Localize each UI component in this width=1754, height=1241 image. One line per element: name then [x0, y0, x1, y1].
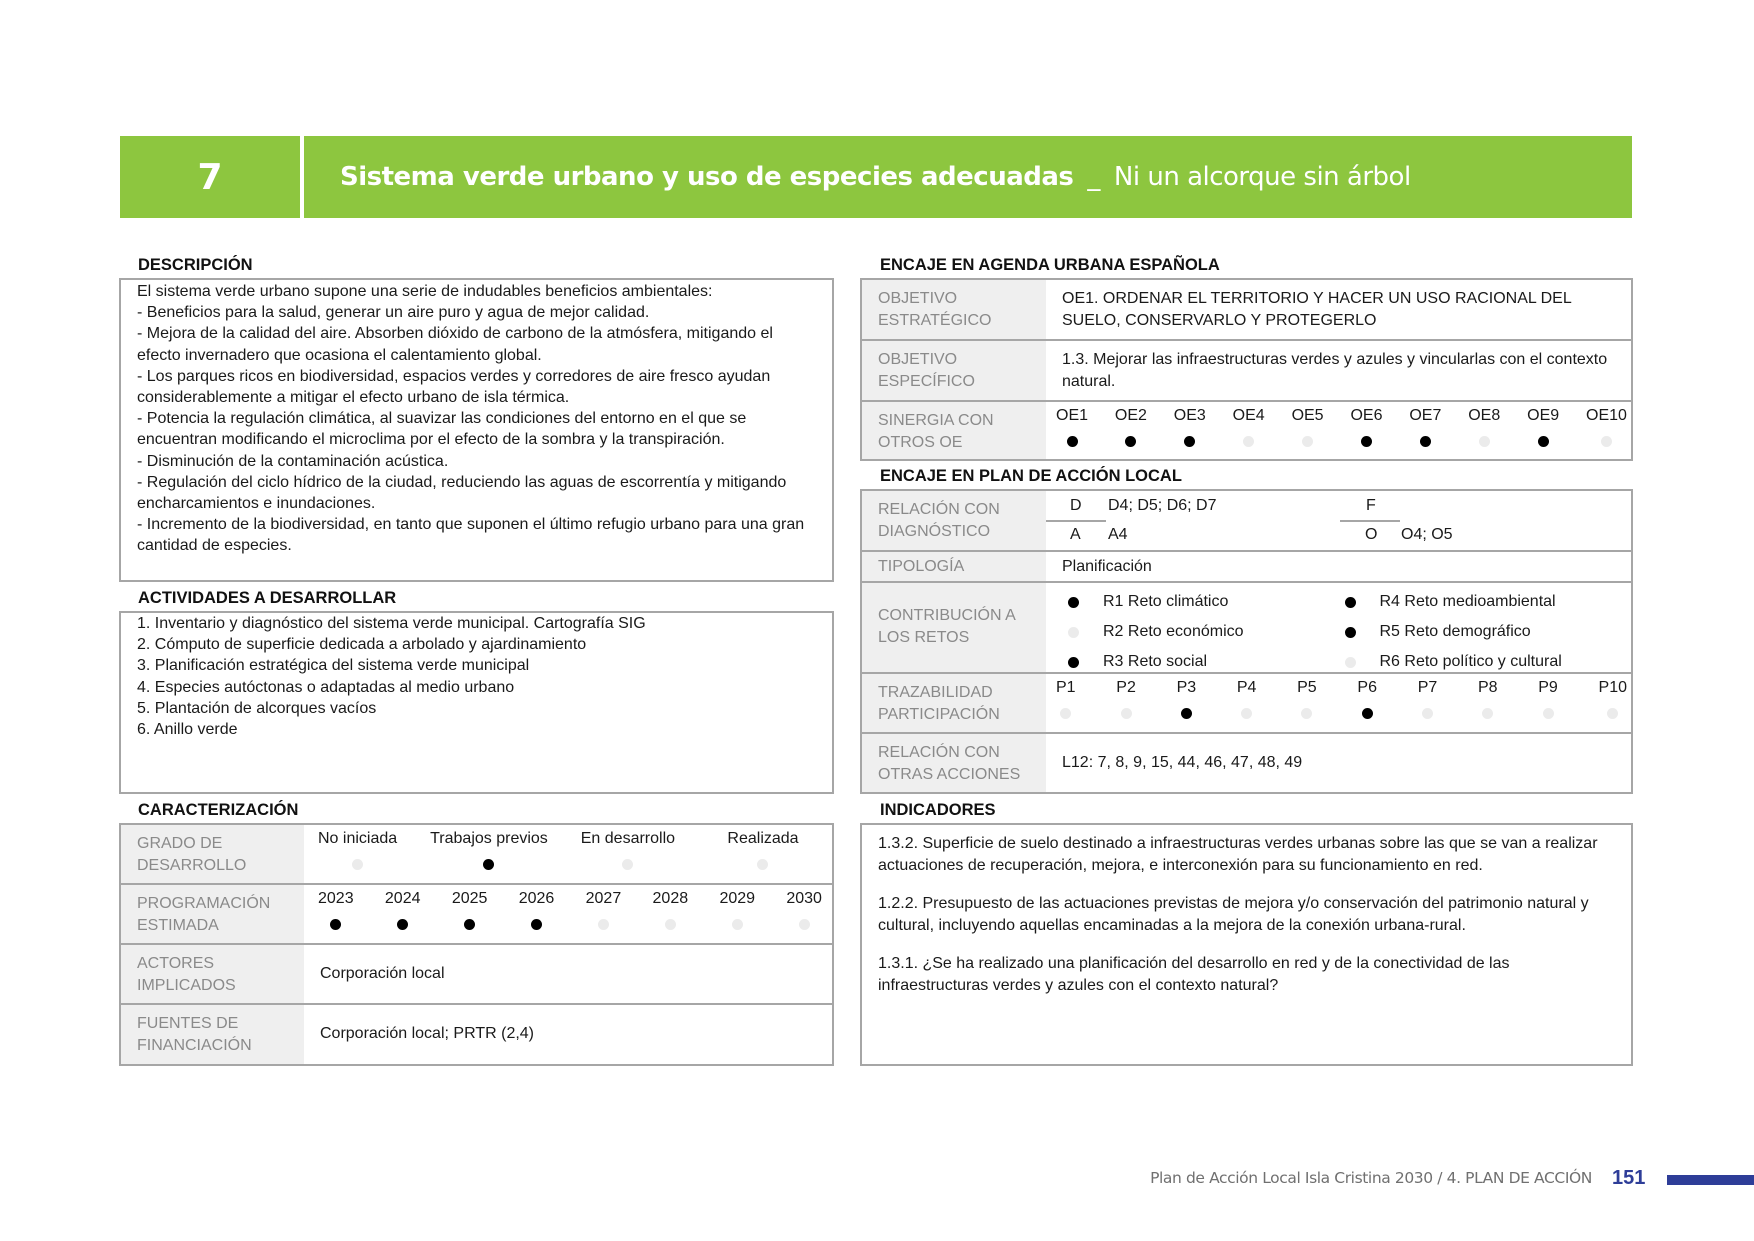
oe-item: OE3	[1174, 406, 1206, 459]
actividad-item: 3. Planificación estratégica del sistema verde municipal	[137, 657, 530, 675]
status-dot-icon	[799, 919, 810, 930]
diag-value-a: A4	[1108, 526, 1128, 543]
objetivo-estrategico-label: OBJETIVO ESTRATÉGICO	[862, 280, 1046, 339]
status-dot-icon	[1345, 627, 1356, 638]
year-item: 2028	[653, 889, 689, 943]
grado-option: En desarrollo	[581, 829, 675, 883]
p-item: P5	[1297, 678, 1317, 732]
status-dot-icon	[531, 919, 542, 930]
status-dot-icon	[1068, 597, 1079, 608]
status-dot-icon	[665, 919, 676, 930]
retos-grid	[1046, 583, 1631, 672]
objetivo-especifico-label: OBJETIVO ESPECÍFICO	[862, 341, 1046, 400]
descripcion-title: DESCRIPCIÓN	[138, 256, 253, 274]
status-dot-icon	[1601, 436, 1612, 447]
actores-row	[121, 945, 832, 1005]
descripcion-line: - Regulación del ciclo hídrico de la ciudad, reduciendo las aguas de escorrentía y mitigando encharcamientos e inundaciones.	[137, 473, 787, 513]
indicadores-list	[862, 825, 1631, 1021]
status-dot-icon	[1422, 708, 1433, 719]
diag-key-f: F	[1366, 497, 1376, 514]
status-dot-icon	[1121, 708, 1132, 719]
status-dot-icon	[1420, 436, 1431, 447]
p-item: P10	[1599, 678, 1627, 732]
programacion-row	[121, 885, 832, 945]
sinergia-label: SINERGIA CON OTROS OE	[862, 402, 1046, 459]
p-item: P1	[1056, 678, 1076, 732]
agenda-table	[860, 278, 1633, 461]
status-dot-icon	[397, 919, 408, 930]
status-dot-icon	[757, 859, 768, 870]
reto-item: R5 Reto demográfico	[1345, 617, 1622, 647]
caracterizacion-title: CARACTERIZACIÓN	[138, 801, 299, 819]
sinergia-items	[1046, 402, 1631, 459]
diag-divider	[1340, 520, 1400, 522]
title-separator: _	[1087, 162, 1100, 192]
status-dot-icon	[1067, 436, 1078, 447]
status-dot-icon	[1362, 708, 1373, 719]
footer-accent-bar	[1667, 1175, 1754, 1185]
diagnostico-label: RELACIÓN CON DIAGNÓSTICO	[862, 491, 1046, 550]
oe-item: OE10	[1586, 406, 1627, 459]
grado-label: GRADO DE DESARROLLO	[121, 825, 304, 883]
actividad-item: 5. Plantación de alcorques vacíos	[137, 699, 377, 717]
otras-acciones-label: RELACIÓN CON OTRAS ACCIONES	[862, 734, 1046, 792]
plan-table	[860, 489, 1633, 794]
status-dot-icon	[1543, 708, 1554, 719]
trazabilidad-label: TRAZABILIDAD PARTICIPACIÓN	[862, 674, 1046, 732]
year-item: 2023	[318, 889, 354, 943]
diagnostico-matrix	[1046, 491, 1631, 550]
status-dot-icon	[1345, 657, 1356, 668]
actividad-item: 6. Anillo verde	[137, 721, 238, 739]
reto-item: R4 Reto medioambiental	[1345, 587, 1622, 617]
actividades-box	[119, 611, 834, 794]
actividad-item: 4. Especies autóctonas o adaptadas al medio urbano	[137, 678, 515, 696]
objetivo-especifico-value: 1.3. Mejorar las infraestructuras verdes y azules y vincularlas con el contexto natural.	[1062, 351, 1608, 390]
reto-item: R3 Reto social	[1068, 647, 1345, 677]
p-item: P4	[1237, 678, 1257, 732]
grado-option: No iniciada	[318, 829, 397, 883]
oe-item: OE2	[1115, 406, 1147, 459]
status-dot-icon	[622, 859, 633, 870]
status-dot-icon	[598, 919, 609, 930]
descripcion-line: El sistema verde urbano supone una serie de indudables beneficios ambientales:	[137, 283, 713, 300]
fuentes-label: FUENTES DE FINANCIACIÓN	[121, 1005, 304, 1064]
objetivo-estrategico-value: OE1. ORDENAR EL TERRITORIO Y HACER UN USO RACIONAL DEL SUELO, CONSERVARLO Y PROTEGERLO	[1062, 290, 1572, 329]
actividades-title: ACTIVIDADES A DESARROLLAR	[138, 589, 397, 607]
grado-option: Trabajos previos	[430, 829, 548, 883]
tipologia-row	[862, 552, 1631, 583]
status-dot-icon	[483, 859, 494, 870]
diag-key-d: D	[1070, 497, 1082, 514]
year-item: 2024	[385, 889, 421, 943]
year-item: 2029	[719, 889, 755, 943]
status-dot-icon	[1181, 708, 1192, 719]
status-dot-icon	[1068, 657, 1079, 668]
p-item: P6	[1357, 678, 1377, 732]
descripcion-line: - Mejora de la calidad del aire. Absorben dióxido de carbono de la atmósfera, mitigando el efecto invernadero que ocasiona el calentamiento global.	[137, 325, 773, 364]
status-dot-icon	[1482, 708, 1493, 719]
status-dot-icon	[1607, 708, 1618, 719]
actores-value: Corporación local	[320, 965, 445, 982]
actores-label: ACTORES IMPLICADOS	[121, 945, 304, 1003]
otras-acciones-value: L12: 7, 8, 9, 15, 44, 46, 47, 48, 49	[1062, 754, 1303, 771]
grado-option: Realizada	[708, 829, 818, 883]
status-dot-icon	[330, 919, 341, 930]
agenda-title: ENCAJE EN AGENDA URBANA ESPAÑOLA	[880, 256, 1220, 274]
programacion-years	[304, 885, 832, 943]
retos-row	[862, 583, 1631, 674]
indicador-item: 1.2.2. Presupuesto de las actuaciones previstas de mejora y/o conservación del patrimonio natural y cultural, incluyendo aquellas encaminadas a la mejora de la conexión urbana-rural.	[878, 895, 1589, 934]
action-header	[120, 136, 1632, 218]
reto-item: R1 Reto climático	[1068, 587, 1345, 617]
sinergia-row	[862, 402, 1631, 459]
action-number: 7	[120, 136, 300, 218]
status-dot-icon	[352, 859, 363, 870]
status-dot-icon	[1538, 436, 1549, 447]
retos-label: CONTRIBUCIÓN A LOS RETOS	[862, 583, 1046, 672]
trazabilidad-row	[862, 674, 1631, 734]
status-dot-icon	[1361, 436, 1372, 447]
plan-title: ENCAJE EN PLAN DE ACCIÓN LOCAL	[880, 467, 1182, 485]
oe-item: OE5	[1292, 406, 1324, 459]
year-item: 2026	[519, 889, 555, 943]
p-item: P3	[1177, 678, 1197, 732]
indicador-item: 1.3.1. ¿Se ha realizado una planificación del desarrollo en red y de la conectividad de las infraestructuras verdes y azules con el contexto natural?	[878, 955, 1510, 994]
year-item: 2025	[452, 889, 488, 943]
otras-acciones-row	[862, 734, 1631, 792]
oe-item: OE9	[1527, 406, 1559, 459]
descripcion-box	[119, 278, 834, 582]
indicador-item: 1.3.2. Superficie de suelo destinado a infraestructuras verdes urbanas sobre las que se van a realizar actuaciones de recuperación, mejora, e interconexión para su funcionamiento en red.	[878, 835, 1598, 874]
actividad-item: 2. Cómputo de superficie dedicada a arbolado y ajardinamiento	[137, 636, 587, 654]
objetivo-especifico-row	[862, 341, 1631, 402]
descripcion-line: - Los parques ricos en biodiversidad, espacios verdes y corredores de aire fresco ayudan considerablemente a mitigar el efecto urbano de isla térmica.	[137, 367, 771, 407]
reto-item: R2 Reto económico	[1068, 617, 1345, 647]
p-item: P8	[1478, 678, 1498, 732]
indicadores-title: INDICADORES	[880, 801, 996, 819]
diag-value-d: D4; D5; D6; D7	[1108, 497, 1217, 514]
oe-item: OE8	[1468, 406, 1500, 459]
diag-key-a: A	[1070, 526, 1081, 543]
diagnostico-row	[862, 491, 1631, 552]
oe-item: OE1	[1056, 406, 1088, 459]
year-item: 2027	[586, 889, 622, 943]
tipologia-value: Planificación	[1062, 558, 1152, 575]
actividades-list	[121, 613, 832, 740]
oe-item: OE4	[1233, 406, 1265, 459]
descripcion-line: - Disminución de la contaminación acústica.	[137, 452, 449, 470]
year-item: 2030	[786, 889, 822, 943]
diag-divider	[1046, 520, 1106, 522]
grado-row	[121, 825, 832, 885]
status-dot-icon	[1241, 708, 1252, 719]
caracterizacion-table	[119, 823, 834, 1066]
actividad-item: 1. Inventario y diagnóstico del sistema verde municipal. Cartografía SIG	[137, 615, 646, 632]
footer-breadcrumb: Plan de Acción Local Isla Cristina 2030 / 4. PLAN DE ACCIÓN	[1150, 1169, 1592, 1187]
programacion-label: PROGRAMACIÓN ESTIMADA	[121, 885, 304, 943]
fuentes-row	[121, 1005, 832, 1064]
objetivo-estrategico-row	[862, 280, 1631, 341]
diag-value-o: O4; O5	[1401, 526, 1453, 543]
reto-item: R6 Reto político y cultural	[1345, 647, 1622, 677]
status-dot-icon	[1184, 436, 1195, 447]
descripcion-line: - Potencia la regulación climática, al suavizar las condiciones del entorno en el que se encuentran modificando el microclima por el efecto de la sombra y la transpiración.	[137, 410, 747, 449]
action-title-main: Sistema verde urbano y uso de especies adecuadas	[340, 162, 1074, 192]
status-dot-icon	[1243, 436, 1254, 447]
tipologia-label: TIPOLOGÍA	[862, 552, 1046, 581]
page-footer	[0, 1169, 1754, 1193]
descripcion-line: - Beneficios para la salud, generar un aire puro y agua de mejor calidad.	[137, 304, 650, 322]
grado-options	[304, 825, 832, 883]
status-dot-icon	[1068, 627, 1079, 638]
p-item: P9	[1538, 678, 1558, 732]
page-number: 151	[1612, 1167, 1646, 1189]
status-dot-icon	[1060, 708, 1071, 719]
status-dot-icon	[1302, 436, 1313, 447]
indicadores-box	[860, 823, 1633, 1066]
status-dot-icon	[732, 919, 743, 930]
status-dot-icon	[1479, 436, 1490, 447]
trazabilidad-items	[1046, 674, 1631, 732]
status-dot-icon	[1301, 708, 1312, 719]
diag-key-o: O	[1365, 526, 1378, 543]
oe-item: OE7	[1409, 406, 1441, 459]
p-item: P2	[1116, 678, 1136, 732]
fuentes-value: Corporación local; PRTR (2,4)	[320, 1025, 535, 1042]
descripcion-text	[121, 280, 832, 557]
status-dot-icon	[464, 919, 475, 930]
oe-item: OE6	[1350, 406, 1382, 459]
p-item: P7	[1418, 678, 1438, 732]
action-subtitle: Ni un alcorque sin árbol	[1113, 162, 1411, 192]
status-dot-icon	[1345, 597, 1356, 608]
descripcion-line: - Incremento de la biodiversidad, en tanto que suponen el último refugio urbano para una gran cantidad de especies.	[137, 516, 805, 555]
status-dot-icon	[1125, 436, 1136, 447]
action-title	[304, 136, 1632, 218]
